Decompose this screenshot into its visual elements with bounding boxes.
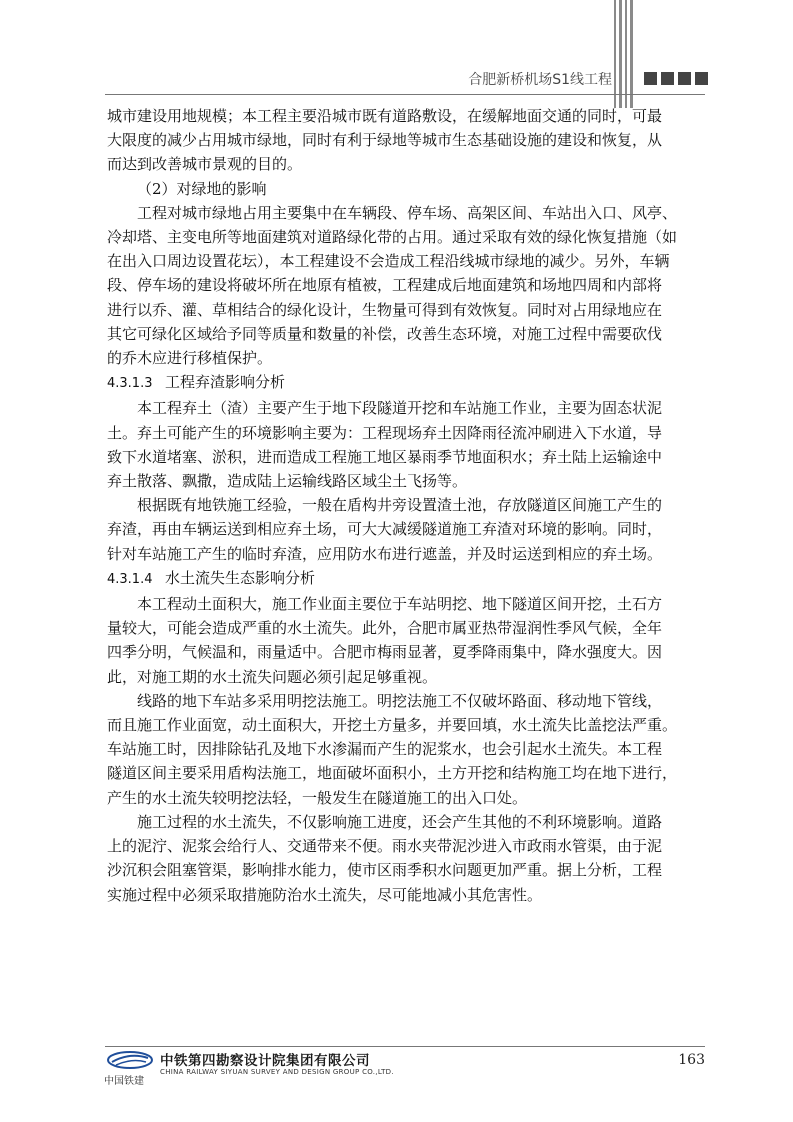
- section-title: 工程弃渣影响分析: [165, 373, 286, 392]
- subheading-green-land: （2）对绿地的影响: [137, 179, 267, 198]
- section-number: 4.3.1.3: [107, 376, 153, 392]
- paragraph-4: 根据既有地铁施工经验，一般在盾构井旁设置渣土池，存放隧道区间施工产生的 弃渣，再由车辆运送到相应弃土场，可大大减缓隧道施工弃渣对环境的影响。同时， 针对车站施工产生的临时弃渣，应用防水布进行遮盖，并及时运送到相应的弃土场。: [107, 496, 663, 563]
- crcc-logo-icon: [106, 1050, 154, 1070]
- paragraph-7: 施工过程的水土流失，不仅影响施工进度，还会产生其他的不利环境影响。道路 上的泥泞、泥浆会给行人、交通带来不便。雨水夹带泥沙进入市政雨水管渠，由于泥 沙沉积会阻塞管渠，影响排水能力，使市区雨季积水问题更加严重。据上分析，工程 实施过程中必须采取措施防治水土流失，尽可能地减小其危害性。: [107, 812, 663, 904]
- section-heading-4-3-1-4: [107, 566, 715, 592]
- header-decoration-bars: [614, 0, 634, 108]
- paragraph-1: 城市建设用地规模；本工程主要沿城市既有道路敷设，在缓解地面交通的同时，可最 大限度的减少占用城市绿地，同时有利于绿地等城市生态基础设施的建设和恢复，从 而达到改善城市景观的目的。: [107, 107, 663, 174]
- paragraph-2: 工程对城市绿地占用主要集中在车辆段、停车场、高架区间、车站出入口、风亭、 冷却塔、主变电所等地面建筑对道路绿化带的占用。通过采取有效的绿化恢复措施（如 在出入口周边设置花坛），本工程建设不会造成工程沿线城市绿地的减少。另外，车辆 段、停车场的建设将破坏所在地原有植被，工程建成后地面建筑和场地四周和内部将 进行以乔、灌、草相结合的绿化设计，生物量可得到有效恢复。同时对占用绿地应在 其它可绿化区域给予同等质量和数量的补偿，改善生态环境，对施工过程中需要砍伐 的乔木应进行移植保护。: [107, 203, 678, 368]
- company-name-cn: 中铁第四勘察设计院集团有限公司: [160, 1053, 370, 1069]
- company-name-en: CHINA RAILWAY SIYUAN SURVEY AND DESIGN GROUP CO.,LTD.: [160, 1068, 394, 1076]
- header-title: 合肥新桥机场S1线工程: [468, 72, 612, 88]
- footer-rule: [105, 1046, 705, 1047]
- page-number: 163: [678, 1052, 705, 1068]
- paragraph-6: 线路的地下车站多采用明挖法施工。明挖法施工不仅破坏路面、移动地下管线， 而且施工作业面宽，动土面积大，开挖土方量多，并要回填，水土流失比盖挖法严重。 车站施工时，因排除钻孔及地下水渗漏而产生的泥浆水，也会引起水土流失。本工程 隧道区间主要采用盾构法施工，地面破坏面积小，土方开挖和结构施工均在地下进行， 产生的水土流失较明挖法轻，一般发生在隧道施工的出入口处。: [107, 691, 678, 807]
- logo-text: 中国铁建: [104, 1076, 144, 1087]
- paragraph-3: 本工程弃土（渣）主要产生于地下段隧道开挖和车站施工作业，主要为固态状泥 土。弃土可能产生的环境影响主要为：工程现场弃土因降雨径流冲刷进入下水道，导 致下水道堵塞、淤积，进而造成工程施工地区暴雨季节地面积水；弃土陆上运输途中 弃土散落、飘撒，造成陆上运输线路区域尘土飞扬等。: [107, 399, 663, 491]
- section-title: 水土流失生态影响分析: [165, 568, 316, 587]
- section-number: 4.3.1.4: [107, 571, 153, 587]
- header-rule: [105, 94, 705, 95]
- paragraph-5: 本工程动土面积大，施工作业面主要位于车站明挖、地下隧道区间开挖，土石方 量较大，可能会造成严重的水土流失。此外，合肥市属亚热带湿润性季风气候，全年 四季分明，气候温和，雨量适中。合肥市梅雨显著，夏季降雨集中，降水强度大。因 此，对施工期的水土流失问题必须引起足够重视。: [107, 595, 663, 686]
- section-heading-4-3-1-3: [107, 370, 715, 396]
- page-content: [107, 104, 715, 907]
